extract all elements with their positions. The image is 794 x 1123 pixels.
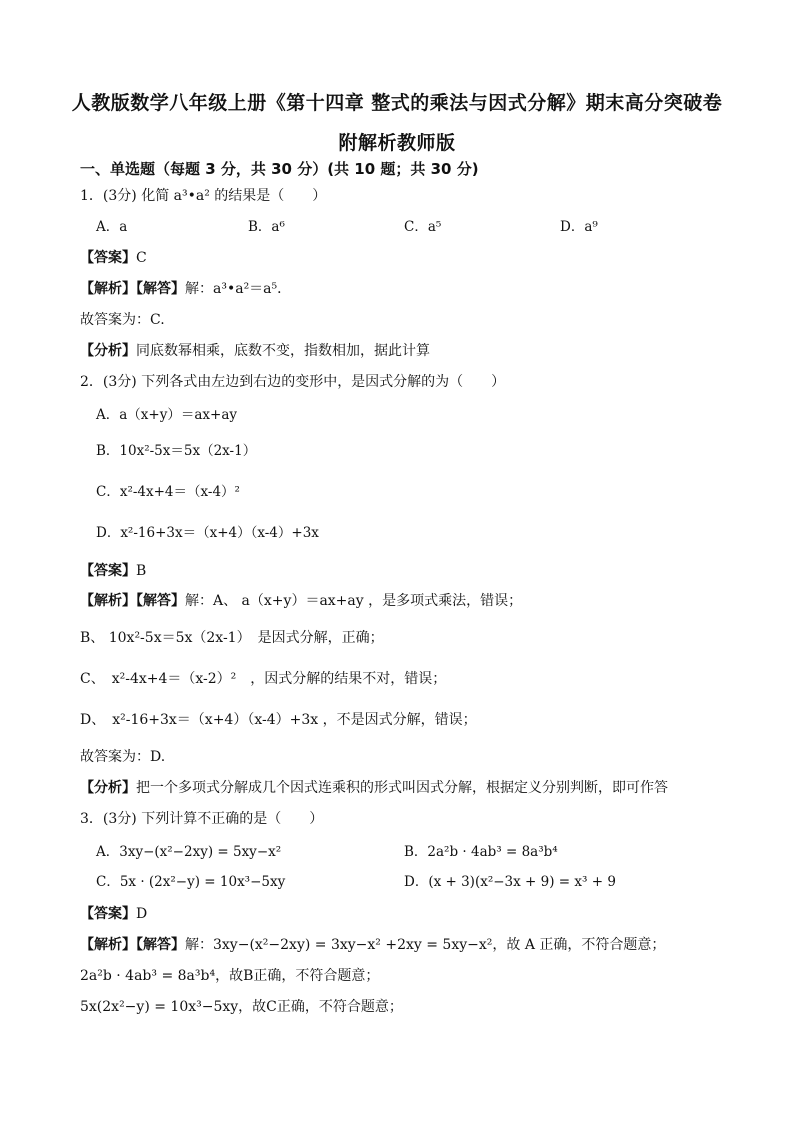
q2-option-a: A．a（x+y）＝ax+ay — [96, 407, 237, 423]
q3-analysis-line-3: 5x(2x²−y) = 10x³−5xy，故C正确，不符合题意； — [80, 999, 403, 1015]
q2-answer-value: B — [136, 563, 147, 579]
q1-option-b: B．a⁶ — [248, 219, 285, 235]
q2-stem: 2．(3分) 下列各式由左边到右边的变形中，是因式分解的为（ ） — [80, 374, 506, 390]
q1-analysis2-text: 同底数幂相乘，底数不变，指数相加，据此计算 — [136, 343, 430, 359]
answer-tag: 【答案】 — [80, 563, 136, 579]
q2-analysis-line-2: B、 10x²-5x＝5x（2x-1） 是因式分解，正确； — [80, 630, 384, 646]
analysis-tag: 【解析】【解答】 — [80, 593, 185, 609]
document-title-line2: 附解析教师版 — [338, 132, 456, 154]
q2-analysis — [80, 592, 522, 610]
analysis-tag: 【解析】【解答】 — [80, 937, 185, 953]
q3-option-d: D．(x + 3)(x²−3x + 9) = x³ + 9 — [404, 874, 616, 890]
analysis-tag: 【解析】【解答】 — [80, 281, 185, 297]
q2-analysis-line-3: C、 x²-4x+4＝（x-2）² ，因式分解的结果不对，错误； — [80, 671, 447, 687]
q3-analysis-line-2: 2a²b · 4ab³ = 8a³b⁴，故B正确，不符合题意； — [80, 968, 380, 984]
q1-option-c: C．a⁵ — [404, 219, 442, 235]
q1-answer — [80, 249, 147, 267]
q1-stem: 1．(3分) 化简 a³•a² 的结果是（ ） — [80, 188, 327, 204]
q3-option-c: C．5x · (2x²−y) = 10x³−5xy — [96, 874, 286, 890]
q2-option-c: C．x²-4x+4＝（x-4）² — [96, 484, 240, 500]
q3-answer — [80, 905, 147, 923]
q2-analysis2-text: 把一个多项式分解成几个因式连乘积的形式叫因式分解，根据定义分别判断，即可作答 — [136, 780, 668, 796]
q3-answer-value: D — [136, 906, 148, 922]
q1-analysis-text: 解：a³•a²＝a⁵． — [185, 281, 292, 297]
q1-answer-value: C — [136, 250, 147, 266]
q2-option-d: D．x²-16+3x＝（x+4）（x-4）+3x — [96, 525, 319, 541]
q1-analysis — [80, 280, 291, 298]
q1-option-a: A．a — [96, 219, 128, 235]
q3-option-a: A．3xy−(x²−2xy) = 5xy−x² — [96, 844, 282, 860]
answer-tag: 【答案】 — [80, 250, 136, 266]
q2-analysis2 — [80, 779, 668, 797]
analysis2-tag: 【分析】 — [80, 780, 136, 796]
q2-option-b: B．10x²-5x＝5x（2x-1） — [96, 443, 257, 459]
q3-analysis-line-1: 解：3xy−(x²−2xy) = 3xy−x² +2xy = 5xy−x²，故 A 正确，不符合题意； — [185, 937, 666, 953]
section-heading: 一、单选题（每题 3 分，共 30 分）(共 10 题；共 30 分) — [80, 160, 479, 178]
q1-option-d: D．a⁹ — [560, 219, 598, 235]
q1-conclusion: 故答案为：C. — [80, 312, 165, 328]
q2-analysis-line-1: 解：A、 a（x+y）＝ax+ay ，是多项式乘法，错误； — [185, 593, 523, 609]
q2-conclusion: 故答案为：D. — [80, 749, 166, 765]
q3-analysis — [80, 936, 665, 954]
q1-analysis2 — [80, 342, 430, 360]
answer-tag: 【答案】 — [80, 906, 136, 922]
q2-answer — [80, 562, 146, 580]
q3-option-b: B．2a²b · 4ab³ = 8a³b⁴ — [404, 844, 558, 860]
q3-stem: 3．(3分) 下列计算不正确的是（ ） — [80, 811, 324, 827]
q2-analysis-line-4: D、 x²-16+3x＝（x+4）（x-4）+3x ，不是因式分解，错误； — [80, 712, 477, 728]
document-title-line1: 人教版数学八年级上册《第十四章 整式的乘法与因式分解》期末高分突破卷 — [71, 92, 723, 114]
analysis2-tag: 【分析】 — [80, 343, 136, 359]
